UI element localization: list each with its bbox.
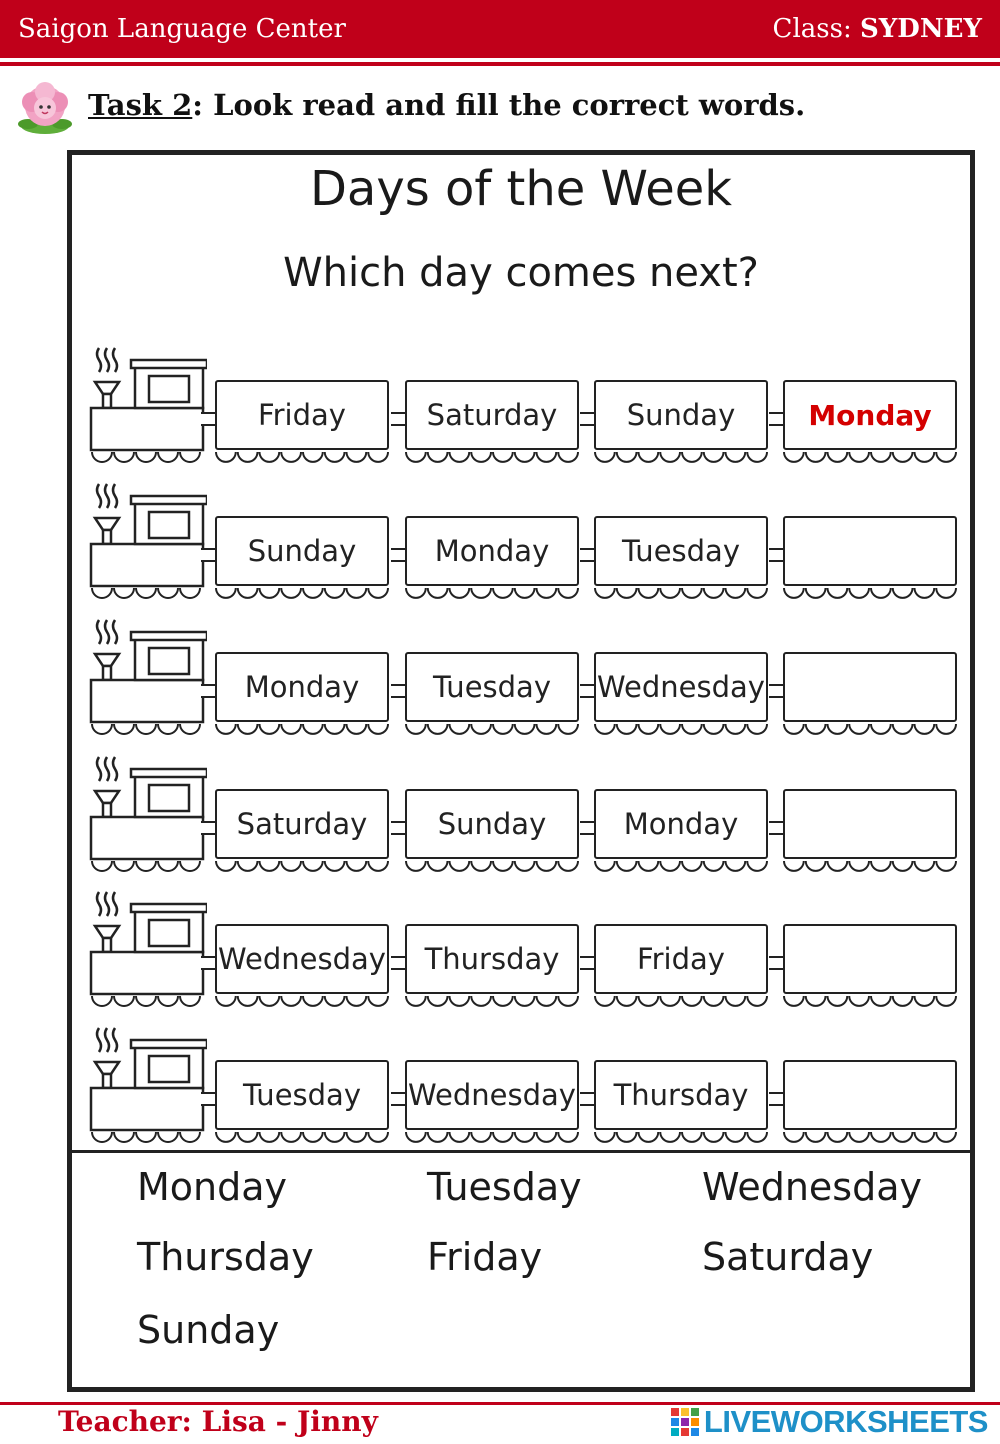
- car-wheels: [405, 450, 579, 468]
- engine-wheels: [91, 722, 201, 740]
- coupler: [769, 412, 783, 426]
- task-instruction-text: : Look read and fill the correct words.: [192, 88, 806, 122]
- car-wheels: [594, 1130, 768, 1148]
- car-wheels: [215, 859, 389, 877]
- car-wheels: [405, 994, 579, 1012]
- car-wheels: [783, 859, 957, 877]
- train-car: Saturday: [215, 789, 389, 859]
- class-label: [773, 14, 982, 44]
- word-bank-item: Tuesday: [427, 1165, 582, 1209]
- train-car: Thursday: [594, 1060, 768, 1130]
- engine-wheels: [91, 1130, 201, 1148]
- class-name: SYDNEY: [859, 14, 982, 44]
- coupler: [201, 821, 215, 835]
- train-engine-icon: [87, 476, 207, 576]
- train-car: Wednesday: [594, 652, 768, 722]
- coupler: [580, 956, 594, 970]
- coupler: [580, 412, 594, 426]
- answer-car[interactable]: Monday: [783, 380, 957, 450]
- word-bank-item: Wednesday: [702, 1165, 923, 1209]
- coupler: [391, 1092, 405, 1106]
- car-wheels: [594, 994, 768, 1012]
- car-wheels: [783, 1130, 957, 1148]
- word-bank-item: Sunday: [137, 1308, 280, 1352]
- answer-car[interactable]: [783, 1060, 957, 1130]
- word-bank-item: Friday: [427, 1235, 543, 1279]
- car-wheels: [405, 586, 579, 604]
- train-engine-icon: [87, 884, 207, 984]
- class-prefix: Class:: [772, 14, 860, 44]
- train-engine-icon: [87, 612, 207, 712]
- coupler: [769, 821, 783, 835]
- train-row: [87, 749, 962, 849]
- task-instruction: [88, 88, 805, 122]
- train-car: Sunday: [215, 516, 389, 586]
- answer-car[interactable]: [783, 924, 957, 994]
- liveworksheets-logo-icon: [670, 1407, 700, 1437]
- coupler: [391, 412, 405, 426]
- train-row: [87, 340, 962, 440]
- coupler: [769, 684, 783, 698]
- train-car: Thursday: [405, 924, 579, 994]
- train-car: Friday: [594, 924, 768, 994]
- header-divider: [0, 62, 1000, 66]
- coupler: [201, 1092, 215, 1106]
- coupler: [769, 956, 783, 970]
- engine-wheels: [91, 450, 201, 468]
- worksheet-subtitle: Which day comes next?: [283, 250, 759, 296]
- flower-icon: [14, 80, 76, 136]
- train-car: Saturday: [405, 380, 579, 450]
- coupler: [580, 1092, 594, 1106]
- train-car: Monday: [215, 652, 389, 722]
- engine-wheels: [91, 586, 201, 604]
- car-wheels: [783, 450, 957, 468]
- coupler: [769, 548, 783, 562]
- train-engine-icon: [87, 1020, 207, 1120]
- train-car: Wednesday: [215, 924, 389, 994]
- car-wheels: [594, 586, 768, 604]
- car-wheels: [215, 1130, 389, 1148]
- coupler: [201, 956, 215, 970]
- train-car: Sunday: [594, 380, 768, 450]
- coupler: [201, 412, 215, 426]
- train-car: Wednesday: [405, 1060, 579, 1130]
- coupler: [201, 548, 215, 562]
- car-wheels: [215, 586, 389, 604]
- coupler: [580, 548, 594, 562]
- brand-logo: [670, 1404, 988, 1440]
- train-row: [87, 1020, 962, 1120]
- car-wheels: [215, 722, 389, 740]
- answer-car[interactable]: [783, 652, 957, 722]
- car-wheels: [594, 450, 768, 468]
- train-engine-icon: [87, 749, 207, 849]
- train-car: Monday: [405, 516, 579, 586]
- coupler: [201, 684, 215, 698]
- coupler: [580, 684, 594, 698]
- word-bank-item: Monday: [137, 1165, 288, 1209]
- teacher-credit: Teacher: Lisa - Jinny: [58, 1405, 378, 1438]
- engine-wheels: [91, 994, 201, 1012]
- car-wheels: [215, 450, 389, 468]
- answer-car[interactable]: [783, 789, 957, 859]
- coupler: [391, 684, 405, 698]
- car-wheels: [405, 722, 579, 740]
- car-wheels: [405, 859, 579, 877]
- coupler: [580, 821, 594, 835]
- task-number: Task 2: [88, 88, 193, 122]
- train-car: Tuesday: [215, 1060, 389, 1130]
- worksheet-title: Days of the Week: [309, 161, 733, 217]
- train-car: Tuesday: [594, 516, 768, 586]
- train-row: [87, 884, 962, 984]
- car-wheels: [783, 586, 957, 604]
- word-bank-divider: [72, 1150, 970, 1153]
- coupler: [391, 956, 405, 970]
- header-bar: [0, 0, 1000, 58]
- train-car: Tuesday: [405, 652, 579, 722]
- car-wheels: [215, 994, 389, 1012]
- car-wheels: [405, 1130, 579, 1148]
- car-wheels: [594, 859, 768, 877]
- train-engine-icon: [87, 340, 207, 440]
- task-heading: [14, 80, 984, 140]
- train-car: Monday: [594, 789, 768, 859]
- word-bank-item: Thursday: [137, 1235, 314, 1279]
- car-wheels: [594, 722, 768, 740]
- engine-wheels: [91, 859, 201, 877]
- coupler: [769, 1092, 783, 1106]
- worksheet: [67, 150, 975, 1392]
- car-wheels: [783, 994, 957, 1012]
- train-car: Sunday: [405, 789, 579, 859]
- center-name: Saigon Language Center: [18, 14, 346, 44]
- train-row: [87, 612, 962, 712]
- brand-name: LIVEWORKSHEETS: [703, 1404, 988, 1439]
- car-wheels: [783, 722, 957, 740]
- answer-car[interactable]: [783, 516, 957, 586]
- word-bank-item: Saturday: [702, 1235, 874, 1279]
- train-car: Friday: [215, 380, 389, 450]
- coupler: [391, 821, 405, 835]
- coupler: [391, 548, 405, 562]
- train-row: [87, 476, 962, 576]
